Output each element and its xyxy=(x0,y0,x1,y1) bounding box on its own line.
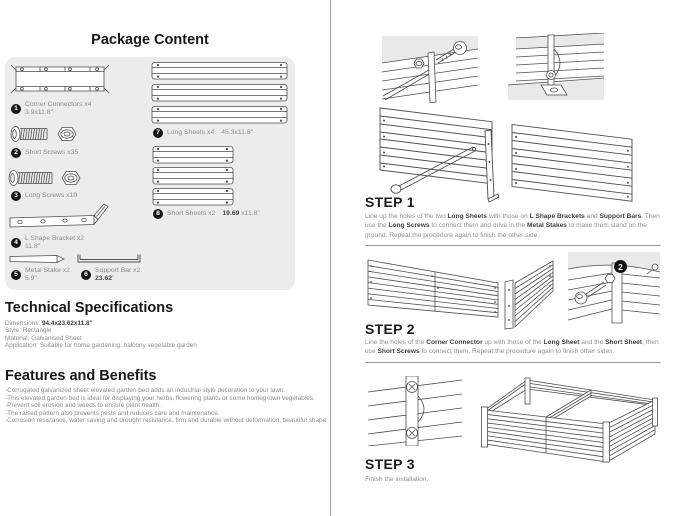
step2-illustration xyxy=(365,254,562,330)
step1-illustration xyxy=(366,106,651,206)
corner-connector-illustration xyxy=(10,62,110,96)
item-4-badge: 4 xyxy=(11,238,21,248)
package-content-box xyxy=(5,57,295,290)
spec-material: Material: Galvanised Sheet xyxy=(5,334,82,342)
item-5-size: 5.9" xyxy=(25,275,37,283)
step-2-description: Line the holes of the Corner Connector up with those of the Long Sheet and the Short Sheet, then use Short Screws to connect them. Repeat the procedure again to finish other sides. xyxy=(365,339,659,356)
spec-style: Style: Rectangle xyxy=(5,327,52,335)
item-7-badge: 7 xyxy=(153,128,163,138)
column-divider xyxy=(330,0,331,516)
step-3-title: STEP 3 xyxy=(365,456,415,472)
step-1-title: STEP 1 xyxy=(365,194,415,210)
short-sheets-illustration xyxy=(152,146,234,206)
step-1-description: Line up the holes of the two Long Sheets with those on L Shape Brackets and Support Bars. Then use the Long Screws to connect them and drive in the Metal Stakes to make them stand on the ground. Repeat the procedure again to finish the other side. xyxy=(365,213,660,239)
package-item-long-screws xyxy=(11,191,77,201)
step1-detail-bracket-illustration xyxy=(508,33,604,100)
separator-line xyxy=(365,362,661,363)
item-4-label: L Shape Bracket x2 xyxy=(25,235,85,242)
feature-line: -The raised pattern also prevents pests and reduces care and maintenance. xyxy=(5,409,220,417)
item-5-label: Metal Stake x2 xyxy=(25,267,70,274)
item-3-badge: 3 xyxy=(11,191,21,201)
item-1-badge: 1 xyxy=(11,104,21,114)
spec-dimensions: Dimensions: 94.4x23.62x11.8" xyxy=(5,320,93,327)
package-item-short-sheets xyxy=(153,209,260,219)
item-1-size: 3.9x11.8" xyxy=(25,109,53,117)
package-item-corner-connectors xyxy=(11,101,92,118)
features-title: Features and Benefits xyxy=(5,368,157,384)
separator-line xyxy=(365,245,661,246)
feature-line: -Prevent soil erosion and weeds to ensure plant health. xyxy=(5,402,161,409)
step3-detail-illustration xyxy=(368,376,462,446)
feature-line: -Corrosion resistance, water saving and drought resistance, firm and durable without deformation, beautiful shape xyxy=(5,417,327,424)
support-bar-illustration xyxy=(76,253,142,264)
item-7-size: 45.3x11.8" xyxy=(221,128,254,136)
item-6-size: 23.62" xyxy=(95,275,115,283)
item-8-label: Short Sheets x2 xyxy=(167,209,216,217)
item-5-badge: 5 xyxy=(11,270,21,280)
page-title: Package Content xyxy=(91,32,209,48)
item-8-size: 19.69 x11.8" xyxy=(222,209,260,217)
item-6-label: Support Bar x2 xyxy=(95,267,141,274)
item-3-label: Long Screws x10 xyxy=(25,191,78,199)
step3-finished-bed-illustration xyxy=(470,370,665,470)
features-list xyxy=(5,387,327,425)
spec-application: Application: Suitable for home gardening, balcony vegetable garden xyxy=(5,341,197,349)
item-6-badge: 6 xyxy=(81,270,91,280)
l-shape-bracket-illustration xyxy=(8,203,110,233)
long-screw-illustration xyxy=(8,167,86,189)
item-7-label: Long Sheets x4 xyxy=(167,128,215,136)
package-item-l-shape-bracket xyxy=(11,235,84,252)
short-screw-illustration xyxy=(10,123,82,145)
step1-detail-screw-illustration xyxy=(382,36,478,103)
metal-stake-illustration xyxy=(8,254,66,264)
package-item-support-bar xyxy=(81,267,140,284)
item-2-label: Short Screws x35 xyxy=(25,148,79,156)
package-item-metal-stake xyxy=(11,267,70,284)
package-item-short-screws xyxy=(11,148,78,158)
feature-line: -This elevated garden bed is ideal for displaying your herbs, flowering plants or some homegrown vegetables. xyxy=(5,394,315,402)
specs-list xyxy=(5,320,315,349)
long-sheets-illustration xyxy=(151,62,288,125)
item-2-badge: 2 xyxy=(11,148,21,158)
item-4-size: 11.8" xyxy=(25,243,41,251)
item-8-badge: 8 xyxy=(153,209,163,219)
step-3-description: Finish the installation. xyxy=(365,476,429,483)
package-item-long-sheets xyxy=(153,128,253,138)
item-1-label: Corner Connectors x4 xyxy=(25,101,92,108)
step2-callout-badge: 2 xyxy=(614,260,627,273)
specs-title: Technical Specifications xyxy=(5,300,174,316)
step-2-title: STEP 2 xyxy=(365,321,415,337)
feature-line: -Corrugated galvanized sheet elevated garden bed adds an industrial style decoration to your lawn. xyxy=(5,387,286,394)
